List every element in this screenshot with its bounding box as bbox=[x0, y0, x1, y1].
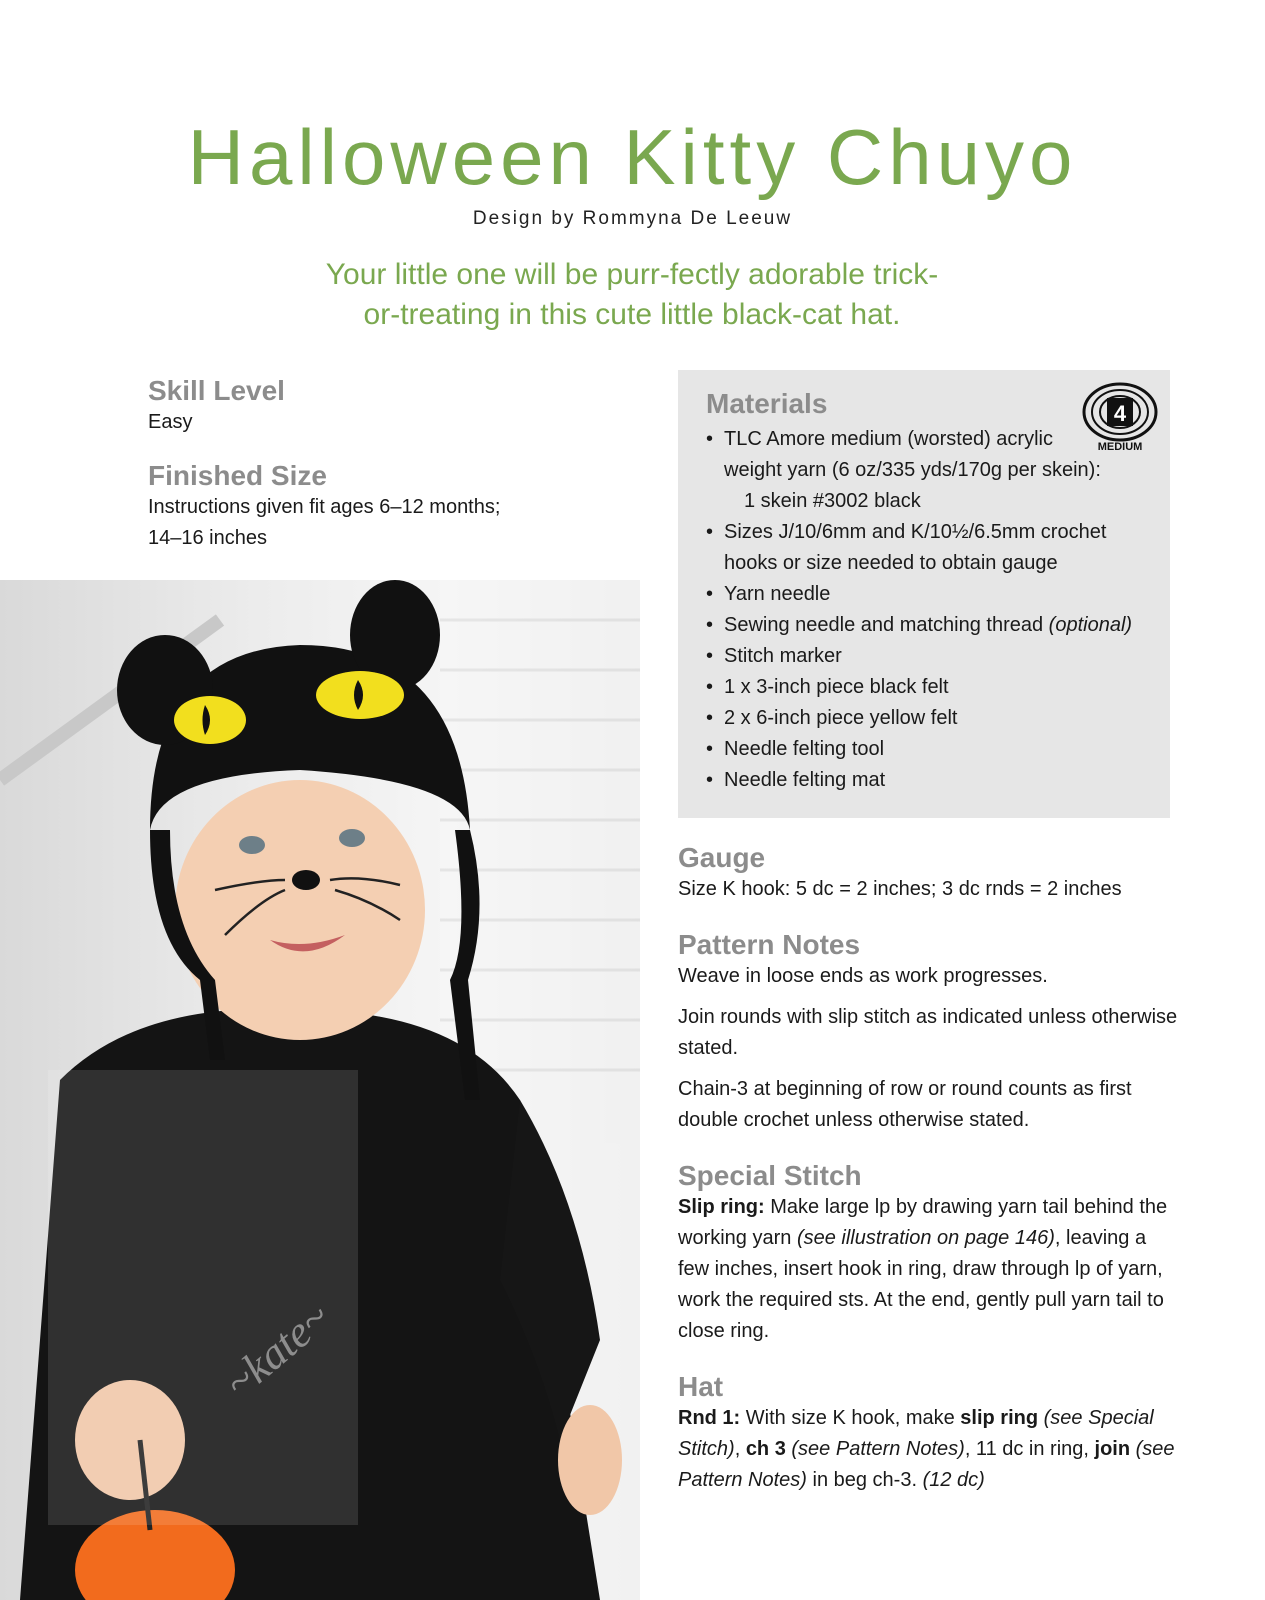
hat-section bbox=[678, 1371, 1178, 1496]
material-item bbox=[706, 517, 1156, 579]
photo-watermark: ~kate~ bbox=[214, 1292, 340, 1408]
pattern-note: Chain-3 at beginning of row or round counts as first double crochet unless otherwise stated. bbox=[678, 1078, 1132, 1131]
stitch-reference: (see illustration on page 146) bbox=[796, 1227, 1055, 1249]
stitch-count: (12 dc) bbox=[922, 1469, 985, 1491]
pattern-note: Weave in loose ends as work progresses. bbox=[678, 965, 1048, 987]
finished-size-heading: Finished Size bbox=[148, 460, 327, 491]
intro-text bbox=[232, 255, 1032, 335]
materials-list bbox=[706, 424, 1156, 796]
yarn-weight-label: MEDIUM bbox=[1097, 441, 1143, 453]
pattern-note: Join rounds with slip stitch as indicated unless otherwise stated. bbox=[678, 1006, 1178, 1059]
materials-box bbox=[678, 370, 1170, 818]
skill-level-section bbox=[148, 375, 568, 438]
material-optional: (optional) bbox=[1048, 614, 1133, 636]
photo-illustration bbox=[0, 580, 640, 1600]
instruction-term: slip ring bbox=[960, 1407, 1039, 1429]
material-item: • Needle felting mat bbox=[706, 765, 1156, 796]
right-column bbox=[678, 842, 1178, 1520]
painted-nose bbox=[292, 870, 320, 890]
instruction-ref: (see Special Stitch) bbox=[678, 1407, 1154, 1460]
finished-size-section bbox=[148, 460, 568, 554]
material-item: • Stitch marker bbox=[706, 641, 1156, 672]
material-item: • Yarn needle bbox=[706, 579, 1156, 610]
instruction-text: , 11 dc in ring, bbox=[964, 1438, 1095, 1460]
gauge-heading: Gauge bbox=[678, 842, 766, 873]
material-item: • 2 x 6-inch piece yellow felt bbox=[706, 703, 1156, 734]
finished-size-line: 14–16 inches bbox=[148, 527, 267, 549]
designer-byline: Design by Rommyna De Leeuw bbox=[472, 208, 793, 229]
instruction-term: ch 3 bbox=[745, 1438, 786, 1460]
pattern-notes-heading: Pattern Notes bbox=[678, 929, 861, 960]
material-text: Sizes J/10/6mm and K/10½/6.5mm crochet bbox=[724, 521, 1107, 543]
hat-heading: Hat bbox=[678, 1371, 724, 1402]
instruction-ref: (see Pattern Notes) bbox=[678, 1438, 1175, 1491]
intro-line: Your little one will be purr-fectly adorable trick- bbox=[325, 258, 939, 291]
gauge-text: Size K hook: 5 dc = 2 inches; 3 dc rnds = 2 inches bbox=[678, 878, 1122, 900]
gauge-section bbox=[678, 842, 1178, 905]
special-stitch-section bbox=[678, 1160, 1178, 1347]
baby-hand bbox=[558, 1405, 622, 1515]
instruction-text: With size K hook, make bbox=[740, 1407, 961, 1429]
material-text: Sewing needle and matching thread bbox=[724, 614, 1049, 636]
pattern-title: Halloween Kitty Chuyo bbox=[187, 113, 1078, 201]
special-stitch-heading: Special Stitch bbox=[678, 1160, 862, 1191]
instruction-ref: (see Pattern Notes) bbox=[785, 1438, 965, 1460]
round-label: Rnd 1: bbox=[678, 1407, 741, 1429]
stitch-term: Slip ring: bbox=[678, 1196, 765, 1218]
material-item: • 1 x 3-inch piece black felt bbox=[706, 672, 1156, 703]
material-text: hooks or size needed to obtain gauge bbox=[724, 552, 1058, 574]
skill-level-value: Easy bbox=[148, 411, 193, 433]
material-subtext: 1 skein #3002 black bbox=[744, 490, 921, 512]
left-column bbox=[148, 375, 568, 576]
stitch-text: , leaving a few inches, insert hook in ring, draw through lp of yarn, work the required sts. At the end, gently pull yarn tail to close ring. bbox=[678, 1227, 1164, 1342]
baby-cat-hat-photo bbox=[0, 580, 640, 1600]
materials-heading: Materials bbox=[706, 388, 828, 419]
pattern-notes-section bbox=[678, 929, 1178, 1136]
instruction-text: in beg ch-3. bbox=[806, 1469, 923, 1491]
stitch-text: Make large lp by drawing yarn tail behind the working yarn bbox=[678, 1196, 1168, 1249]
yarn-weight-number: 4 bbox=[1113, 401, 1127, 426]
material-text: TLC Amore medium (worsted) acrylic bbox=[724, 428, 1053, 450]
intro-line: or-treating in this cute little black-cat hat. bbox=[363, 298, 901, 331]
round-instruction bbox=[678, 1403, 1178, 1496]
instruction-text: , bbox=[734, 1438, 746, 1460]
material-item bbox=[706, 424, 1156, 517]
instruction-term: join bbox=[1094, 1438, 1131, 1460]
finished-size-line: Instructions given fit ages 6–12 months; bbox=[148, 496, 501, 518]
material-text: weight yarn (6 oz/335 yds/170g per skein): bbox=[724, 459, 1101, 481]
material-item bbox=[706, 610, 1156, 641]
skill-level-heading: Skill Level bbox=[148, 375, 285, 406]
special-stitch-text bbox=[678, 1192, 1178, 1347]
material-item: • Needle felting tool bbox=[706, 734, 1156, 765]
